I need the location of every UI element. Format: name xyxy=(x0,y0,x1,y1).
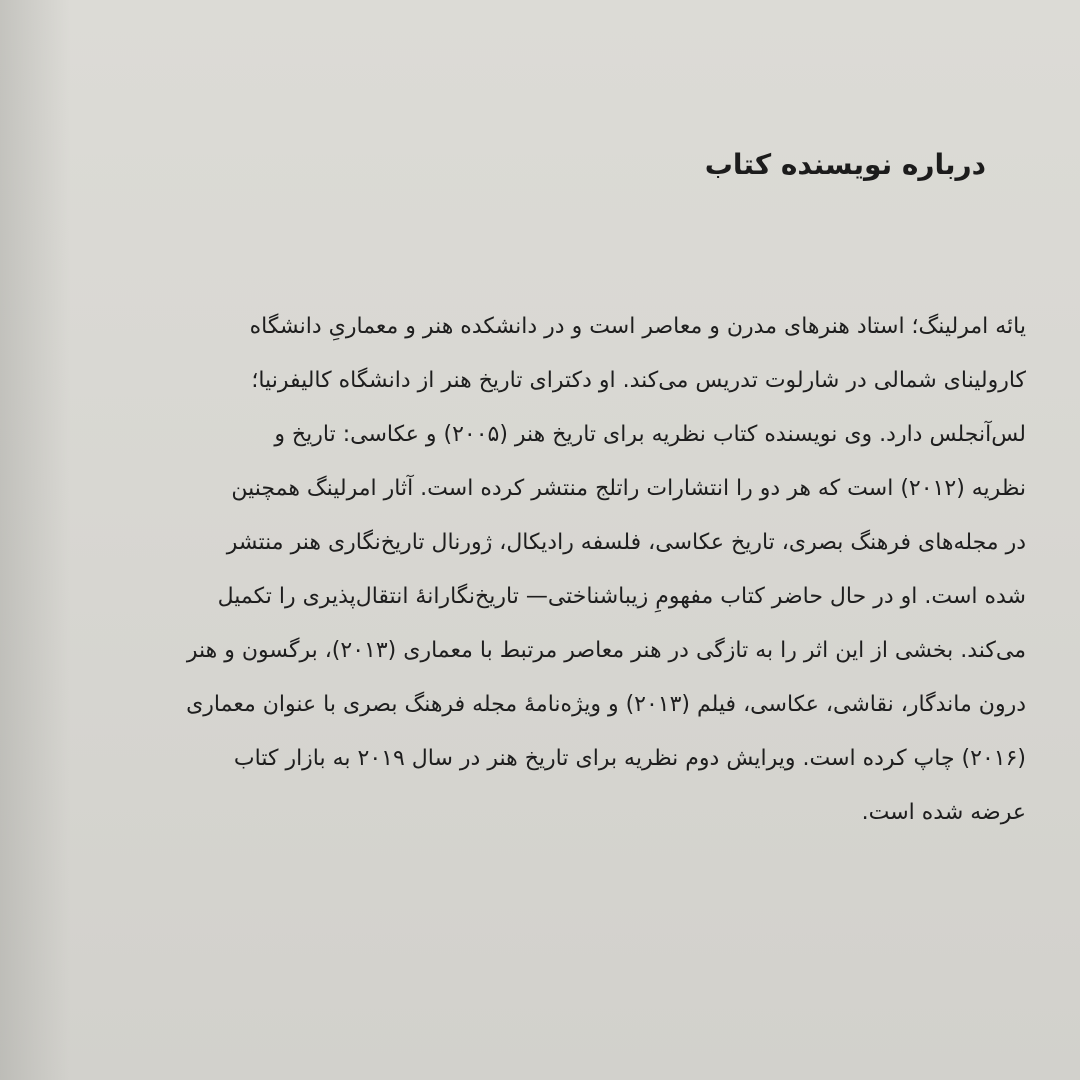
paragraph-line: (۲۰۱۶) چاپ کرده است. ویرایش دوم نظریه برای تاریخ هنر در سال ۲۰۱۹ به بازار کتاب xyxy=(233,746,1026,771)
paragraph-line: درون ماندگار، نقاشی، عکاسی، فیلم (۲۰۱۳) و ویژه‌نامهٔ مجله فرهنگ بصری با عنوان معماری xyxy=(186,692,1026,717)
paragraph-line: لس‌آنجلس دارد. وی نویسنده کتاب نظریه برای تاریخ هنر (۲۰۰۵) و عکاسی: تاریخ و xyxy=(274,422,1026,447)
paragraph-line: کارولینای شمالی در شارلوت تدریس می‌کند. او دکترای تاریخ هنر از دانشگاه کالیفرنیا؛ xyxy=(251,368,1026,393)
paragraph-line: نظریه (۲۰۱۲) است که هر دو را انتشارات راتلج منتشر کرده است. آثار امرلینگ همچنین xyxy=(231,476,1026,501)
author-bio-paragraph xyxy=(26,300,1026,840)
section-heading: درباره نویسنده کتاب xyxy=(704,148,986,181)
paragraph-line: می‌کند. بخشی از این اثر را به تازگی در هنر معاصر مرتبط با معماری (۲۰۱۳)، برگسون و هنر xyxy=(186,638,1026,663)
paragraph-line: در مجله‌های فرهنگ بصری، تاریخ عکاسی، فلسفه رادیکال، ژورنال تاریخ‌نگاری هنر منتشر xyxy=(226,530,1026,555)
paragraph-line: عرضه شده است. xyxy=(861,800,1026,825)
paragraph-line: شده است. او در حال حاضر کتاب مفهومِ زیباشناختی— تاریخ‌نگارانهٔ انتقال‌پذیری را تکمیل xyxy=(217,584,1026,609)
paragraph-line: یائه امرلینگ؛ استاد هنرهای مدرن و معاصر است و در دانشکده هنر و معماریِ دانشگاه xyxy=(249,314,1026,339)
